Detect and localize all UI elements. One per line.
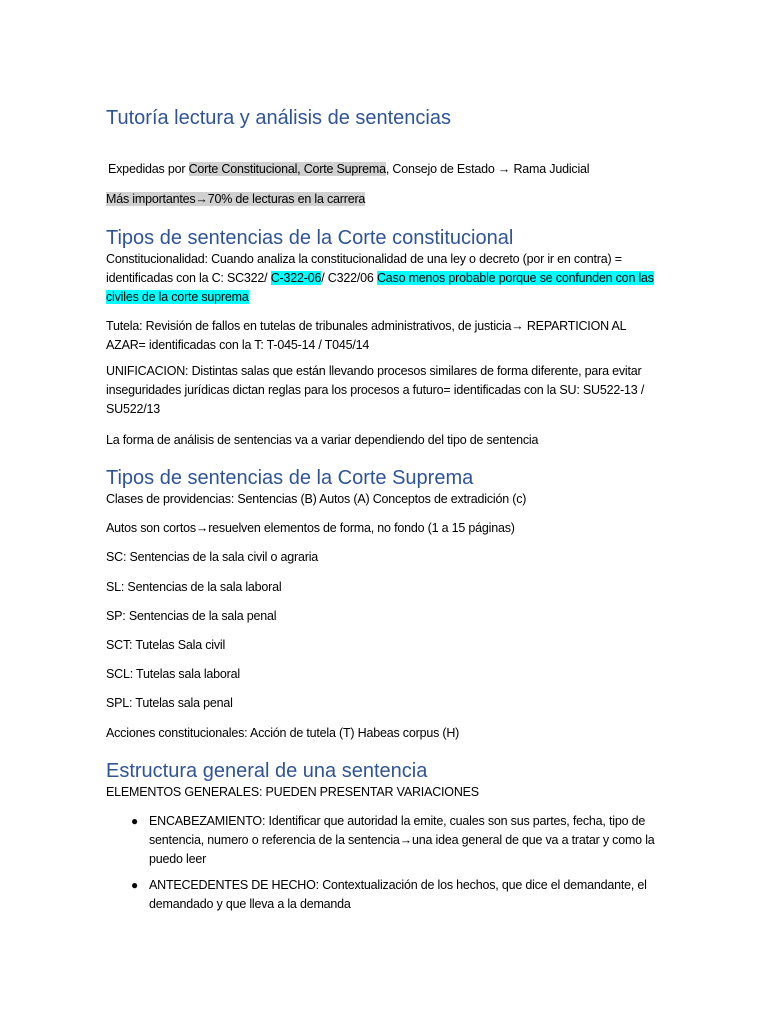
constitucionalidad-text: Constitucionalidad: Cuando analiza la constitucionalidad de una ley o decreto (por ir en contra) = identificadas con la C: SC322/: [106, 252, 622, 285]
bullet-text: ENCABEZAMIENTO: Identificar que autoridad la emite, cuales son sus partes, fecha, tipo de sentencia, numero o referencia de la sentencia→una idea general de que va a tratar y como la puedo leer: [149, 814, 655, 866]
intro-paragraph: [108, 160, 668, 179]
tutela-paragraph: Tutela: Revisión de fallos en tutelas de tribunales administrativos, de justicia→ REPARTICION AL AZAR= identificadas con la T: T-045-14 / T045/14: [106, 319, 626, 352]
section2-line: Clases de providencias: Sentencias (B) Autos (A) Conceptos de extradición (c): [106, 492, 527, 506]
section2-line: SCT: Tutelas Sala civil: [106, 638, 226, 652]
page-title: Tutoría lectura y análisis de sentencias: [106, 107, 451, 129]
constitucionalidad-text-2: / C322/06: [321, 271, 377, 285]
section3-bullet-list: [131, 812, 668, 921]
section2-heading: Tipos de sentencias de la Corte Suprema: [106, 467, 474, 489]
section2-line: SL: Sentencias de la sala laboral: [106, 580, 282, 594]
bullet-text: ANTECEDENTES DE HECHO: Contextualización de los hechos, que dice el demandante, el demandado y que lleva a la demanda: [149, 878, 647, 911]
bullet-icon: ●: [131, 878, 139, 892]
section2-line: SCL: Tutelas sala laboral: [106, 667, 240, 681]
unificacion-paragraph: UNIFICACION: Distintas salas que están llevando procesos similares de forma diferente, para evitar inseguridades jurídicas dictan reglas para los procesos a futuro= identificadas con la SU: SU522-13 / SU522/13: [106, 364, 645, 416]
section3-heading: Estructura general de una sentencia: [106, 760, 428, 782]
intro-text-before: Expedidas por: [108, 162, 189, 176]
constitucionalidad-highlight-note: Caso menos probable porque se confunden con las civiles de la corte suprema: [106, 271, 654, 304]
importantes-highlight: Más importantes→70% de lecturas en la carrera: [106, 192, 366, 206]
importantes-paragraph: [106, 190, 668, 209]
forma-paragraph: La forma de análisis de sentencias va a variar dependiendo del tipo de sentencia: [106, 433, 539, 447]
section1-heading: Tipos de sentencias de la Corte constitucional: [106, 227, 514, 249]
section3-subheading: ELEMENTOS GENERALES: PUEDEN PRESENTAR VARIACIONES: [106, 785, 479, 799]
section2-line: SC: Sentencias de la sala civil o agraria: [106, 550, 319, 564]
section2-line: SP: Sentencias de la sala penal: [106, 609, 277, 623]
constitucionalidad-paragraph: [106, 250, 668, 307]
intro-highlight: Corte Constitucional, Corte Suprema: [188, 162, 386, 176]
list-item: [131, 876, 668, 914]
section2-line: Autos son cortos→resuelven elementos de forma, no fondo (1 a 15 páginas): [106, 521, 515, 535]
intro-text-after: , Consejo de Estado → Rama Judicial: [385, 162, 590, 176]
list-item: [131, 812, 668, 869]
bullet-icon: ●: [131, 814, 139, 828]
constitucionalidad-highlight-code: C-322-06: [270, 271, 322, 285]
section2-line: SPL: Tutelas sala penal: [106, 696, 233, 710]
section2-line: Acciones constitucionales: Acción de tutela (T) Habeas corpus (H): [106, 726, 460, 740]
